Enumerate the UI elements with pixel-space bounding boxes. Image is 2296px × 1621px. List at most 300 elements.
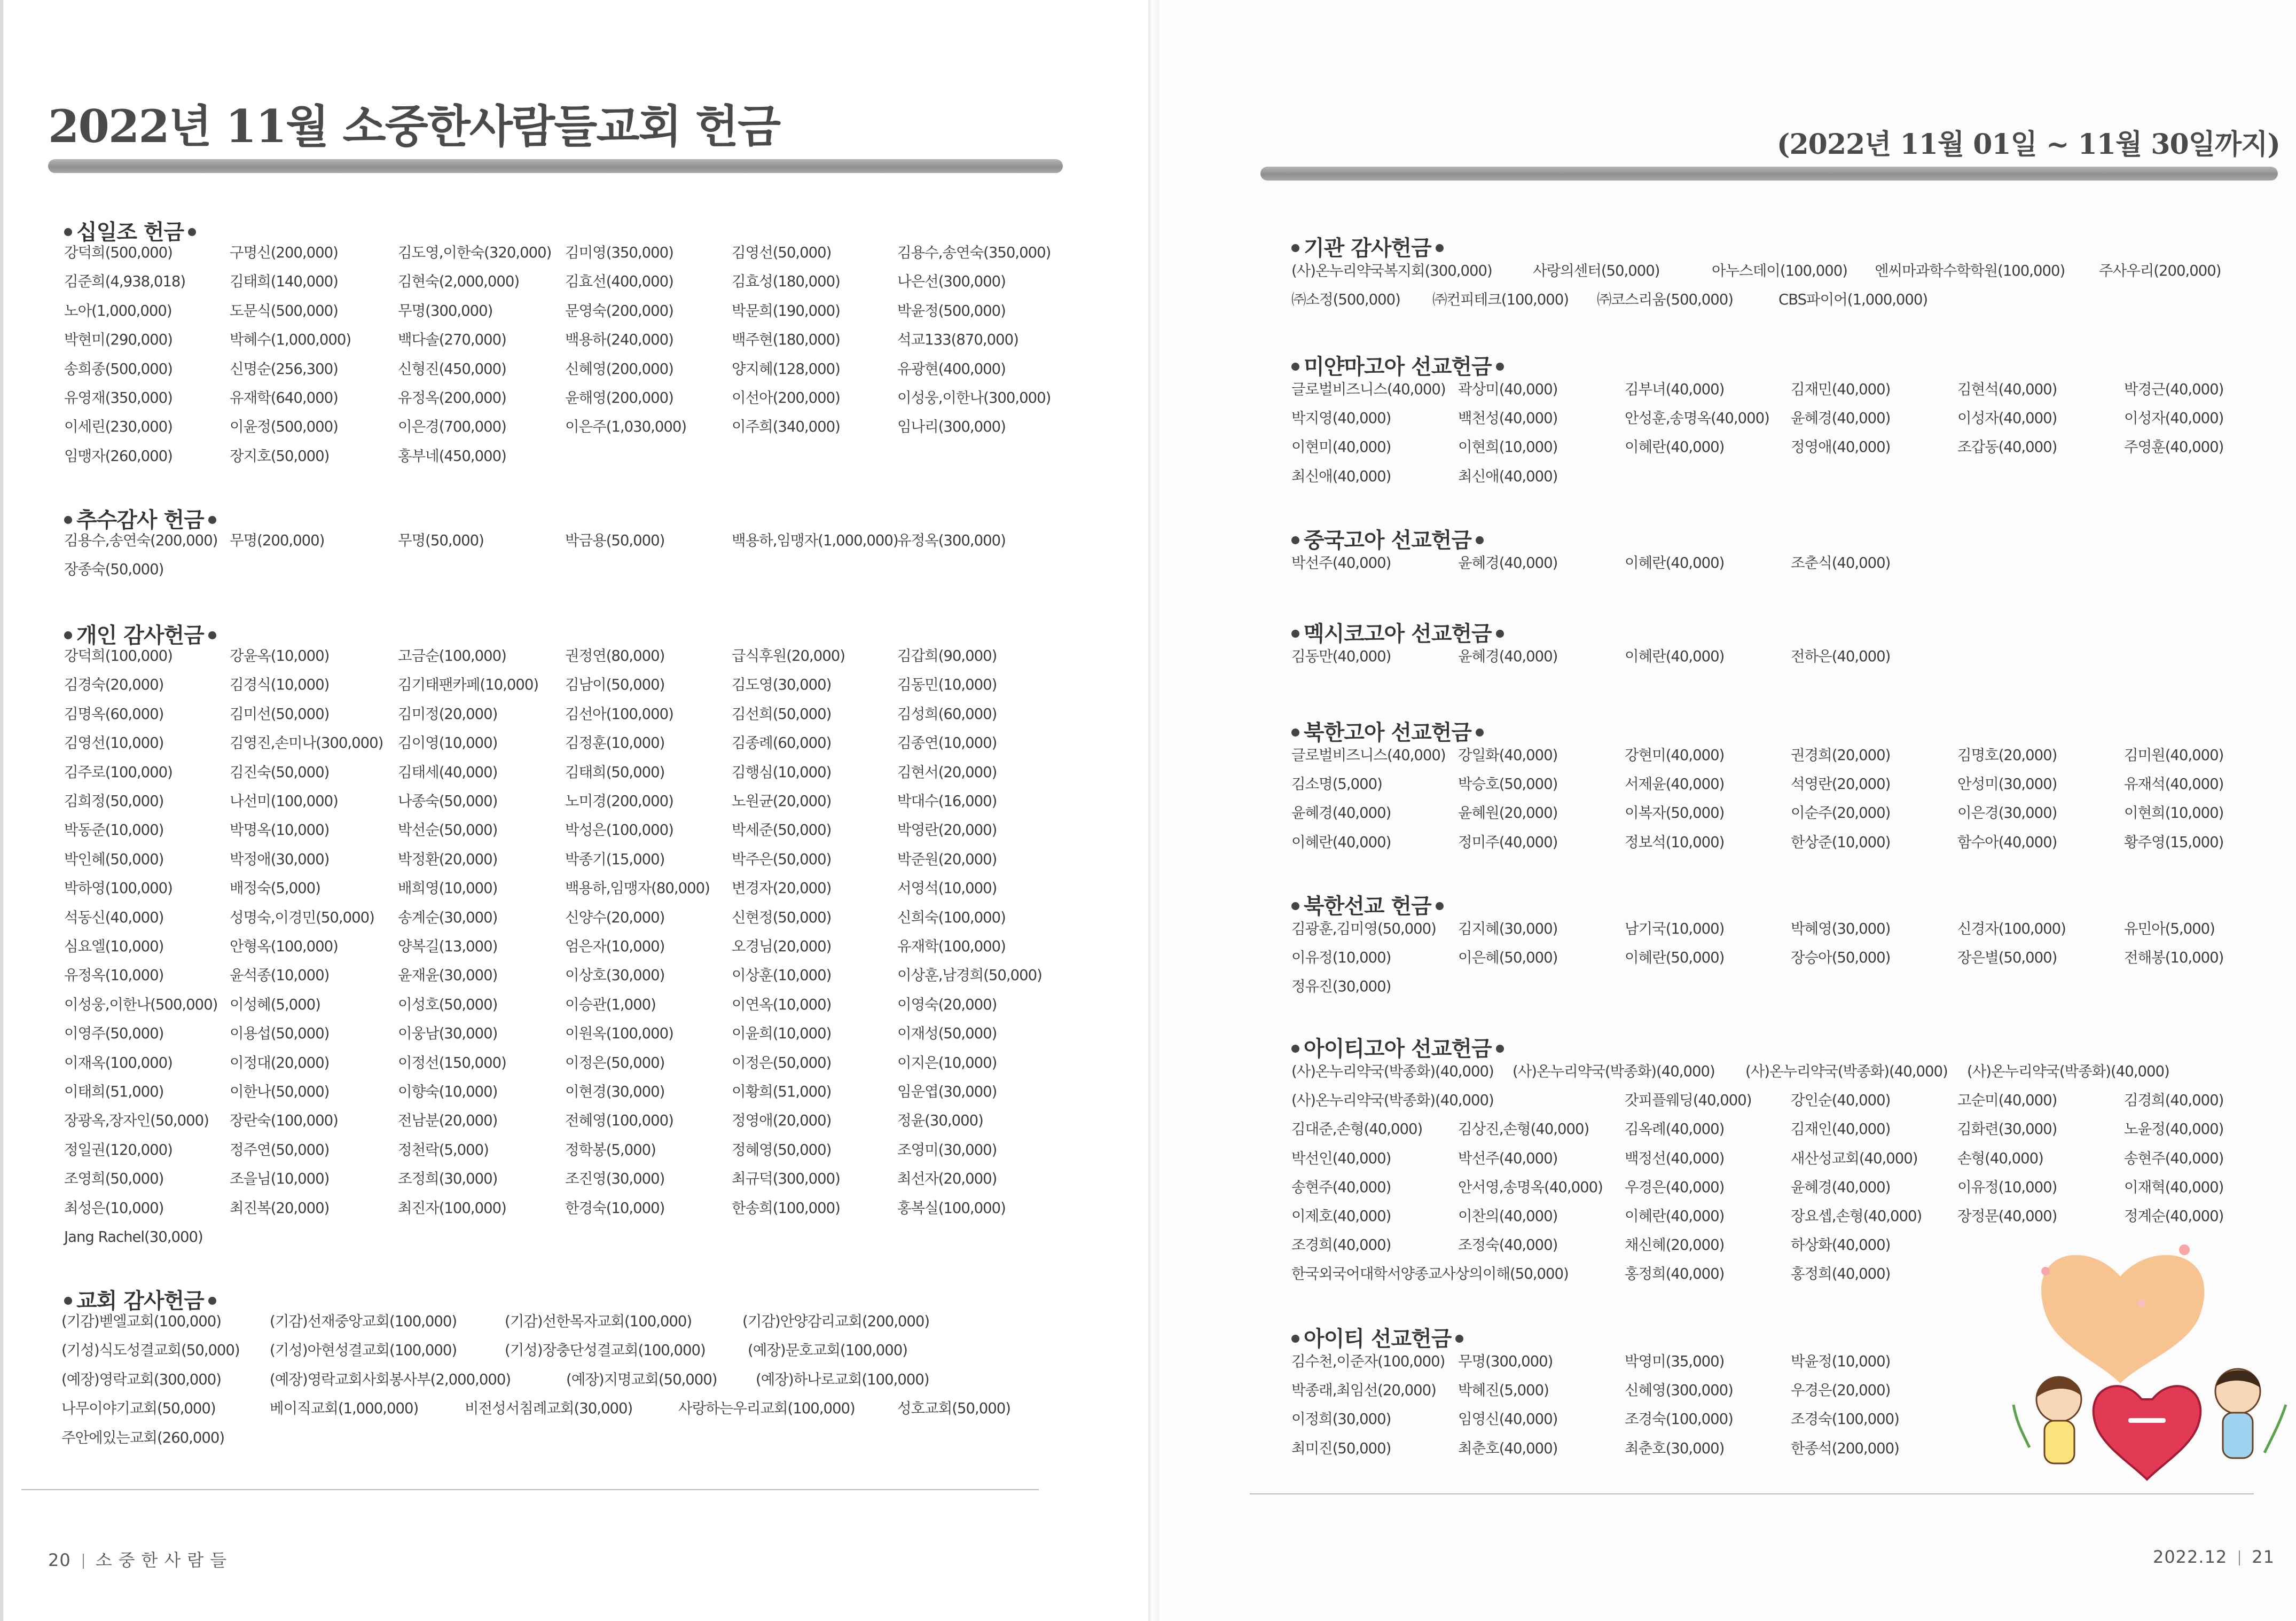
offering-entry: 이현미(40,000) <box>1291 438 1391 456</box>
section-heading-text: 교회 감사헌금 <box>76 1289 204 1313</box>
section-heading <box>60 503 221 534</box>
offering-entry: 고금순(100,000) <box>398 647 506 664</box>
offering-entry: (기감)선한목자교회(100,000) <box>505 1313 692 1330</box>
offering-entry: 신경자(100,000) <box>1957 920 2066 937</box>
offering-entry: (예장)지명교회(50,000) <box>566 1371 717 1388</box>
offering-entry: 장승아(50,000) <box>1791 949 1891 967</box>
offering-entry: (기감)선재중앙교회(100,000) <box>270 1313 457 1330</box>
section-heading <box>60 215 200 246</box>
offering-entry: 최신애(40,000) <box>1291 467 1391 485</box>
offering-entry: 박영미(35,000) <box>1625 1353 1725 1370</box>
offering-entry: 안형옥(100,000) <box>230 938 338 955</box>
offering-entry: (기성)아현성결교회(100,000) <box>270 1342 457 1359</box>
offering-entry: 김현숙(2,000,000) <box>398 273 520 291</box>
offering-entry: 송현주(40,000) <box>1291 1178 1391 1196</box>
offering-entry: 이은주(1,030,000) <box>565 418 687 436</box>
offering-entry: 박금용(50,000) <box>565 532 665 549</box>
offering-entry: 김명호(20,000) <box>1957 747 2057 764</box>
offering-entry: 장란숙(100,000) <box>230 1112 338 1130</box>
offering-entry: 조정숙(40,000) <box>1458 1236 1558 1254</box>
offering-entry: 이현경(30,000) <box>565 1083 665 1100</box>
section-heading <box>1287 617 1508 647</box>
offering-entry: 유정옥(10,000) <box>64 967 164 984</box>
offering-entry: 백용하,임맹자(1,000,000) <box>732 532 898 549</box>
offering-entry: 윤재윤(30,000) <box>398 967 498 984</box>
offering-entry: 이성웅,이한나(500,000) <box>64 996 218 1013</box>
offering-entry: 채신혜(20,000) <box>1625 1236 1725 1254</box>
offering-entry: 무명(200,000) <box>230 532 325 549</box>
offering-entry: 이윤희(10,000) <box>732 1025 832 1043</box>
offering-entry: (예장)영락교회사회봉사부(2,000,000) <box>270 1371 511 1388</box>
bullet-dot <box>1291 1335 1299 1343</box>
offering-entry: 이성자(40,000) <box>1957 410 2057 427</box>
offering-entry: 노원균(20,000) <box>732 793 832 810</box>
offering-entry: 박경근(40,000) <box>2124 381 2224 398</box>
offering-entry: 박혜영(30,000) <box>1791 920 1891 937</box>
offering-entry: 박성은(100,000) <box>565 821 673 839</box>
offering-entry: 글로벌비즈니스(40,000) <box>1291 747 1446 764</box>
offering-entry: 급식후원(20,000) <box>732 647 845 664</box>
offering-entry: 손형(40,000) <box>1957 1149 2043 1167</box>
offering-entry: 김준희(4,938,018) <box>64 273 186 291</box>
offering-entry: 안서영,송명옥(40,000) <box>1458 1178 1603 1196</box>
offering-entry: 김태희(50,000) <box>565 763 665 781</box>
offering-entry: 김선희(50,000) <box>732 705 832 723</box>
sparkle <box>2041 1267 2050 1275</box>
bullet-dot <box>1291 1045 1299 1053</box>
bullet-dot <box>64 516 72 524</box>
offering-entry: 조정희(30,000) <box>398 1170 498 1188</box>
offering-entry: ㈜컨피테크(100,000) <box>1432 291 1569 309</box>
offering-entry: 전해봉(10,000) <box>2124 949 2224 967</box>
section-heading-text: 중국고아 선교헌금 <box>1304 528 1472 553</box>
offering-entry: 남기국(10,000) <box>1625 920 1725 937</box>
offering-entry: 이원옥(100,000) <box>565 1025 673 1043</box>
offering-entry: 김현석(40,000) <box>1957 381 2057 398</box>
offering-entry: 김선아(100,000) <box>565 705 673 723</box>
offering-entry: (예장)하나로교회(100,000) <box>756 1371 929 1388</box>
page-footer <box>2153 1547 2275 1567</box>
offering-entry: 이한나(50,000) <box>230 1083 330 1100</box>
offering-entry: 이연옥(10,000) <box>732 996 832 1013</box>
offering-entry: 백정선(40,000) <box>1625 1149 1725 1167</box>
offering-entry: 정윤(30,000) <box>897 1112 983 1130</box>
offering-entry: 나무이야기교회(50,000) <box>61 1400 216 1418</box>
offering-entry: 박인혜(50,000) <box>64 850 164 868</box>
offering-entry: 김태희(140,000) <box>230 273 338 291</box>
offering-entry: 유정옥(300,000) <box>897 532 1006 549</box>
offering-entry: 김도영,이한숙(320,000) <box>398 244 552 261</box>
offering-entry: 홍정희(40,000) <box>1791 1265 1891 1283</box>
offering-entry: 백다솔(270,000) <box>398 331 506 349</box>
offering-entry: 이정대(20,000) <box>230 1054 330 1071</box>
offering-entry: 박주은(50,000) <box>732 850 832 868</box>
offering-entry: 정미주(40,000) <box>1458 833 1558 851</box>
offering-entry: 정영애(20,000) <box>732 1112 832 1130</box>
section-heading <box>1287 231 1448 262</box>
offering-entry: 장지호(50,000) <box>230 447 330 465</box>
offering-entry: 윤혜경(40,000) <box>1458 554 1558 571</box>
bottom-rule <box>21 1489 1039 1490</box>
offering-entry: 최춘호(40,000) <box>1458 1439 1558 1457</box>
offering-entry: 갓피플웨딩(40,000) <box>1625 1092 1752 1109</box>
offering-entry: 박종래,최임선(20,000) <box>1291 1382 1436 1399</box>
boy-body <box>2223 1413 2253 1458</box>
offering-entry: 이선아(200,000) <box>732 389 840 406</box>
offering-entry: 김경희(40,000) <box>2124 1092 2224 1109</box>
period-subtitle: (2022년 11월 01일 ~ 11월 30일까지) <box>1776 128 2280 161</box>
offering-entry: 박혜진(5,000) <box>1458 1382 1549 1399</box>
offering-entry: 사랑하는우리교회(100,000) <box>678 1400 855 1418</box>
offering-entry: 정일권(120,000) <box>64 1141 173 1158</box>
offering-entry: 최진자(100,000) <box>398 1199 506 1217</box>
offering-entry: 이정은(50,000) <box>732 1054 832 1071</box>
offering-entry: 박종기(15,000) <box>565 850 665 868</box>
offering-entry: 박선주(40,000) <box>1458 1149 1558 1167</box>
section-heading-text: 십일조 헌금 <box>76 220 184 245</box>
offering-entry: 권경희(20,000) <box>1791 747 1891 764</box>
offering-entry: 이유정(10,000) <box>1957 1178 2057 1196</box>
offering-entry: 이태희(51,000) <box>64 1083 164 1100</box>
offering-entry: 이성호(50,000) <box>398 996 498 1013</box>
offering-entry: 이윤정(500,000) <box>230 418 338 436</box>
offering-entry: 고순미(40,000) <box>1957 1092 2057 1109</box>
offering-entry: 조진영(30,000) <box>565 1170 665 1188</box>
offering-entry: 조춘식(40,000) <box>1791 554 1891 571</box>
section-heading-text: 개인 감사헌금 <box>76 623 204 648</box>
offering-entry: 최춘호(30,000) <box>1625 1439 1725 1457</box>
offering-entry: 이정희(30,000) <box>1291 1411 1391 1428</box>
offering-entry: 조경숙(100,000) <box>1791 1411 1899 1428</box>
offering-entry: 석영란(20,000) <box>1791 776 1891 793</box>
offering-entry: 윤혜경(40,000) <box>1791 1178 1891 1196</box>
offering-entry: 이상훈(10,000) <box>732 967 832 984</box>
offering-entry: (예장)영락교회(300,000) <box>61 1371 222 1388</box>
offering-entry: 김용수,송연숙(350,000) <box>897 244 1051 261</box>
offering-entry: 이용섭(50,000) <box>230 1025 330 1043</box>
offering-entry: 김진숙(50,000) <box>230 763 330 781</box>
period-underline-bar <box>1260 167 2278 181</box>
offering-entry: 비전성서침례교회(30,000) <box>465 1400 633 1418</box>
offering-entry: (기성)식도성결교회(50,000) <box>61 1342 240 1359</box>
offering-entry: 임영신(40,000) <box>1458 1411 1558 1428</box>
offering-entry: 이웅남(30,000) <box>398 1025 498 1043</box>
offering-entry: 이현희(10,000) <box>1458 438 1558 456</box>
offering-entry: 이정선(150,000) <box>398 1054 506 1071</box>
offering-entry: (사)온누리약국(박종화)(40,000) <box>1513 1063 1715 1080</box>
offering-entry: 김남이(50,000) <box>565 676 665 694</box>
offering-entry: 장정문(40,000) <box>1957 1208 2057 1225</box>
offering-entry: 이세린(230,000) <box>64 418 173 436</box>
offering-entry: 박대수(16,000) <box>897 793 997 810</box>
offering-entry: (사)온누리약국(박종화)(40,000) <box>1745 1063 1948 1080</box>
offering-entry: 나은선(300,000) <box>897 273 1006 291</box>
offering-entry: 박현미(290,000) <box>64 331 173 349</box>
offering-entry: 김기태팬카페(10,000) <box>398 676 539 694</box>
bullet-dot <box>1496 630 1504 638</box>
bullet-dot <box>208 1297 216 1305</box>
offering-entry: 하상화(40,000) <box>1791 1236 1891 1254</box>
bullet-dot <box>1291 630 1299 638</box>
offering-entry: 강현미(40,000) <box>1625 747 1725 764</box>
offering-entry: 백주현(180,000) <box>732 331 840 349</box>
section-heading <box>1287 889 1448 920</box>
offering-entry: 김상진,손형(40,000) <box>1458 1121 1589 1138</box>
offering-entry: 정계순(40,000) <box>2124 1208 2224 1225</box>
offering-entry: 김영선(10,000) <box>64 734 164 752</box>
offering-entry: 김영진,손미나(300,000) <box>230 734 383 752</box>
offering-entry: 글로벌비즈니스(40,000) <box>1291 381 1446 398</box>
offering-entry: 박명옥(10,000) <box>230 821 330 839</box>
offering-entry: 전혜영(100,000) <box>565 1112 673 1130</box>
offering-entry: 장광옥,장자인(50,000) <box>64 1112 209 1130</box>
offering-entry: 박선주(40,000) <box>1291 554 1391 571</box>
offering-entry: 정유진(30,000) <box>1291 978 1391 996</box>
offering-entry: 강인순(40,000) <box>1791 1092 1891 1109</box>
offering-entry: (사)온누리약국복지회(300,000) <box>1291 262 1492 279</box>
offering-entry: (사)온누리약국(박종화)(40,000) <box>1291 1063 1494 1080</box>
offering-entry: (사)온누리약국(박종화)(40,000) <box>1291 1092 1494 1109</box>
offering-entry: 문영숙(200,000) <box>565 302 673 319</box>
offering-entry: 김미영(350,000) <box>565 244 673 261</box>
offering-entry: 김갑희(90,000) <box>897 647 997 664</box>
offering-entry: 유재학(100,000) <box>897 938 1006 955</box>
offering-entry: 박윤정(500,000) <box>897 302 1006 319</box>
offering-entry: 조경숙(100,000) <box>1625 1411 1733 1428</box>
offering-entry: 서제윤(40,000) <box>1625 776 1725 793</box>
offering-entry: 베이직교회(1,000,000) <box>270 1400 419 1418</box>
offering-entry: 유민아(5,000) <box>2124 920 2215 937</box>
offering-entry: 최신애(40,000) <box>1458 467 1558 485</box>
offering-entry: 김대준,손형(40,000) <box>1291 1121 1423 1138</box>
offering-entry: 박동준(10,000) <box>64 821 164 839</box>
bullet-dot <box>208 516 216 524</box>
offering-entry: 임맹자(260,000) <box>64 447 173 465</box>
offering-entry: 김태세(40,000) <box>398 763 498 781</box>
offering-entry: 석교133(870,000) <box>897 331 1018 349</box>
offering-entry: 백용하,임맹자(80,000) <box>565 880 710 897</box>
section-heading-text: 멕시코고아 선교헌금 <box>1304 622 1492 646</box>
offering-entry: 박준원(20,000) <box>897 850 997 868</box>
offering-entry: 신양수(20,000) <box>565 909 665 926</box>
bullet-dot <box>1291 536 1299 544</box>
bullet-dot <box>1291 902 1299 910</box>
offering-entry: 조영미(30,000) <box>897 1141 997 1158</box>
section-heading <box>1287 1322 1468 1352</box>
offering-entry: 이혜란(40,000) <box>1625 648 1725 665</box>
offering-entry: 윤혜경(40,000) <box>1458 648 1558 665</box>
offering-entry: 강일화(40,000) <box>1458 747 1558 764</box>
bullet-dot <box>64 1297 72 1305</box>
offering-entry: 노윤정(40,000) <box>2124 1121 2224 1138</box>
offering-entry: 김지혜(30,000) <box>1458 920 1558 937</box>
offering-entry: 엄은자(10,000) <box>565 938 665 955</box>
offering-entry: 이현희(10,000) <box>2124 804 2224 822</box>
offering-entry: 주영훈(40,000) <box>2124 438 2224 456</box>
section-heading <box>1287 523 1488 554</box>
offering-entry: 한종석(200,000) <box>1791 1439 1899 1457</box>
offering-entry: 이은혜(50,000) <box>1458 949 1558 967</box>
offering-entry: 주사우리(200,000) <box>2099 262 2221 279</box>
offering-entry: 신현정(50,000) <box>732 909 832 926</box>
offering-entry: CBS파이어(1,000,000) <box>1778 291 1928 309</box>
sparkle <box>2138 1299 2145 1307</box>
offering-entry: 박지영(40,000) <box>1291 410 1391 427</box>
offering-entry: 이혜란(40,000) <box>1625 554 1725 571</box>
book-gutter <box>1148 0 1159 1621</box>
offering-entry: 김미선(50,000) <box>230 705 330 723</box>
offering-entry: 백용하(240,000) <box>565 331 673 349</box>
offering-entry: 전남분(20,000) <box>398 1112 498 1130</box>
sparkle <box>2179 1244 2190 1255</box>
bullet-dot <box>1476 729 1484 737</box>
offering-entry: 이영숙(20,000) <box>897 996 997 1013</box>
offering-entry: 정영애(40,000) <box>1791 438 1891 456</box>
offering-entry: 신혜영(300,000) <box>1625 1382 1733 1399</box>
offering-entry: 이유정(10,000) <box>1291 949 1391 967</box>
offering-entry: (기성)장충단성결교회(100,000) <box>505 1342 706 1359</box>
section-heading-text: 북한고아 선교헌금 <box>1304 721 1472 745</box>
offering-entry: 박승호(50,000) <box>1458 776 1558 793</box>
offering-entry: 박문희(190,000) <box>732 302 840 319</box>
section-heading-text: 북한선교 헌금 <box>1304 894 1431 919</box>
girl-body <box>2044 1421 2074 1463</box>
footer-divider <box>83 1554 84 1569</box>
offering-entry: ㈜소정(500,000) <box>1291 291 1400 309</box>
offering-entry: 곽상미(40,000) <box>1458 381 1558 398</box>
flower-stem <box>2013 1405 2029 1447</box>
page-number: 20 <box>48 1550 71 1570</box>
bullet-dot <box>1496 1045 1504 1053</box>
offering-entry: 이승관(1,000) <box>565 996 656 1013</box>
offering-entry: 심요엘(10,000) <box>64 938 164 955</box>
offering-entry: 김소명(5,000) <box>1291 776 1382 793</box>
offering-entry: 신형진(450,000) <box>398 360 506 378</box>
offering-entry: 유정옥(200,000) <box>398 389 506 406</box>
offering-entry: 김명옥(60,000) <box>64 705 164 723</box>
offering-entry: 최진복(20,000) <box>230 1199 330 1217</box>
offering-entry: (예장)문호교회(100,000) <box>748 1342 908 1359</box>
page-edge <box>0 0 3 1621</box>
offering-entry: 양복길(13,000) <box>398 938 498 955</box>
offering-entry: 이황희(51,000) <box>732 1083 832 1100</box>
offering-entry: 이재옥(100,000) <box>64 1054 173 1071</box>
offering-entry: 양지혜(128,000) <box>732 360 840 378</box>
section-heading <box>1287 1032 1508 1062</box>
footer-divider <box>2239 1550 2240 1565</box>
section-heading-text: 기관 감사헌금 <box>1304 236 1431 261</box>
offering-entry: 이영주(50,000) <box>64 1025 164 1043</box>
offering-entry: 강덕희(100,000) <box>64 647 173 664</box>
offering-entry: 신희숙(100,000) <box>897 909 1006 926</box>
offering-entry: 윤혜원(20,000) <box>1458 804 1558 822</box>
offering-entry: 무명(50,000) <box>398 532 484 549</box>
section-heading-text: 추수감사 헌금 <box>76 508 204 532</box>
offering-entry: 장종숙(50,000) <box>64 561 164 578</box>
offering-entry: 사랑의센터(50,000) <box>1533 262 1660 279</box>
children-heart-illustration <box>2008 1228 2296 1495</box>
orange-heart-shape <box>2041 1255 2205 1383</box>
offering-entry: (사)온누리약국(박종화)(40,000) <box>1967 1063 2169 1080</box>
offering-entry: 정혜영(50,000) <box>732 1141 832 1158</box>
offering-entry: 구명신(200,000) <box>230 244 338 261</box>
offering-entry: 성명숙,이경민(50,000) <box>230 909 374 926</box>
offering-entry: 주안에있는교회(260,000) <box>61 1429 225 1446</box>
offering-entry: 강덕희(500,000) <box>64 244 173 261</box>
offering-entry: 아누스데이(100,000) <box>1712 262 1848 279</box>
offering-entry: 김옥례(40,000) <box>1625 1121 1725 1138</box>
section-heading-text: 미얀마고아 선교헌금 <box>1304 355 1492 379</box>
offering-entry: 최선자(20,000) <box>897 1170 997 1188</box>
offering-entry: 송현주(40,000) <box>2124 1149 2224 1167</box>
section-heading <box>1287 350 1508 380</box>
offering-entry: 엔씨마과학수학학원(100,000) <box>1875 262 2065 279</box>
offering-entry: 김경식(10,000) <box>230 676 330 694</box>
offering-entry: 이정은(50,000) <box>565 1054 665 1071</box>
offering-entry: 나종숙(50,000) <box>398 793 498 810</box>
offering-entry: 김수천,이준자(100,000) <box>1291 1353 1445 1370</box>
offering-entry: 송희종(500,000) <box>64 360 173 378</box>
offering-entry: 정보석(10,000) <box>1625 833 1725 851</box>
offering-entry: 정주연(50,000) <box>230 1141 330 1158</box>
offering-entry: 윤석종(10,000) <box>230 967 330 984</box>
offering-entry: 이복자(50,000) <box>1625 804 1725 822</box>
red-heart-box <box>2094 1386 2201 1479</box>
offering-entry: 최규덕(300,000) <box>732 1170 840 1188</box>
offering-entry: 박세준(50,000) <box>732 821 832 839</box>
offering-entry: 이재성(50,000) <box>897 1025 997 1043</box>
page-number: 21 <box>2252 1547 2275 1567</box>
offering-entry: 김정훈(10,000) <box>565 734 665 752</box>
offering-entry: 김동민(10,000) <box>897 676 997 694</box>
offering-entry: 박선인(40,000) <box>1291 1149 1391 1167</box>
offering-entry: 이혜란(50,000) <box>1625 949 1725 967</box>
offering-entry: 최성은(10,000) <box>64 1199 164 1217</box>
offering-entry: 배정숙(5,000) <box>230 880 320 897</box>
offering-entry: (기감)안양감리교회(200,000) <box>742 1313 930 1330</box>
offering-entry: 이상호(30,000) <box>565 967 665 984</box>
offering-entry: 신혜영(200,000) <box>565 360 673 378</box>
offering-entry: Jang Rachel(30,000) <box>64 1228 203 1246</box>
offering-entry: 김주로(100,000) <box>64 763 173 781</box>
offering-entry: 무명(300,000) <box>1458 1353 1553 1370</box>
offering-entry: 김성희(60,000) <box>897 705 997 723</box>
offering-entry: 김용수,송연숙(200,000) <box>64 532 218 549</box>
offering-entry: 안성훈,송명옥(40,000) <box>1625 410 1769 427</box>
offering-entry: 이혜란(40,000) <box>1625 438 1725 456</box>
bullet-dot <box>1291 729 1299 737</box>
offering-entry: 박윤정(10,000) <box>1791 1353 1891 1370</box>
flower-stem <box>2264 1405 2286 1453</box>
offering-entry: 이성웅,이한나(300,000) <box>897 389 1051 406</box>
offering-entry: 안성미(30,000) <box>1957 776 2057 793</box>
offering-entry: 신명순(256,300) <box>230 360 338 378</box>
offering-entry: 김재민(40,000) <box>1791 381 1891 398</box>
offering-entry: ㈜코스리움(500,000) <box>1597 291 1733 309</box>
offering-entry: 장은별(50,000) <box>1957 949 2057 967</box>
offering-entry: 김미원(40,000) <box>2124 747 2224 764</box>
offering-entry: 한상준(10,000) <box>1791 833 1891 851</box>
section-heading-text: 아이티고아 선교헌금 <box>1304 1037 1492 1061</box>
bullet-dot <box>1291 363 1299 371</box>
bullet-dot <box>1436 902 1444 910</box>
offering-entry: 이순주(20,000) <box>1791 804 1891 822</box>
offering-entry: 이은경(700,000) <box>398 418 506 436</box>
offering-entry: 조영희(50,000) <box>64 1170 164 1188</box>
offering-entry: 홍복실(100,000) <box>897 1199 1006 1217</box>
offering-entry: 무명(300,000) <box>398 302 493 319</box>
offering-entry: 이제호(40,000) <box>1291 1208 1391 1225</box>
